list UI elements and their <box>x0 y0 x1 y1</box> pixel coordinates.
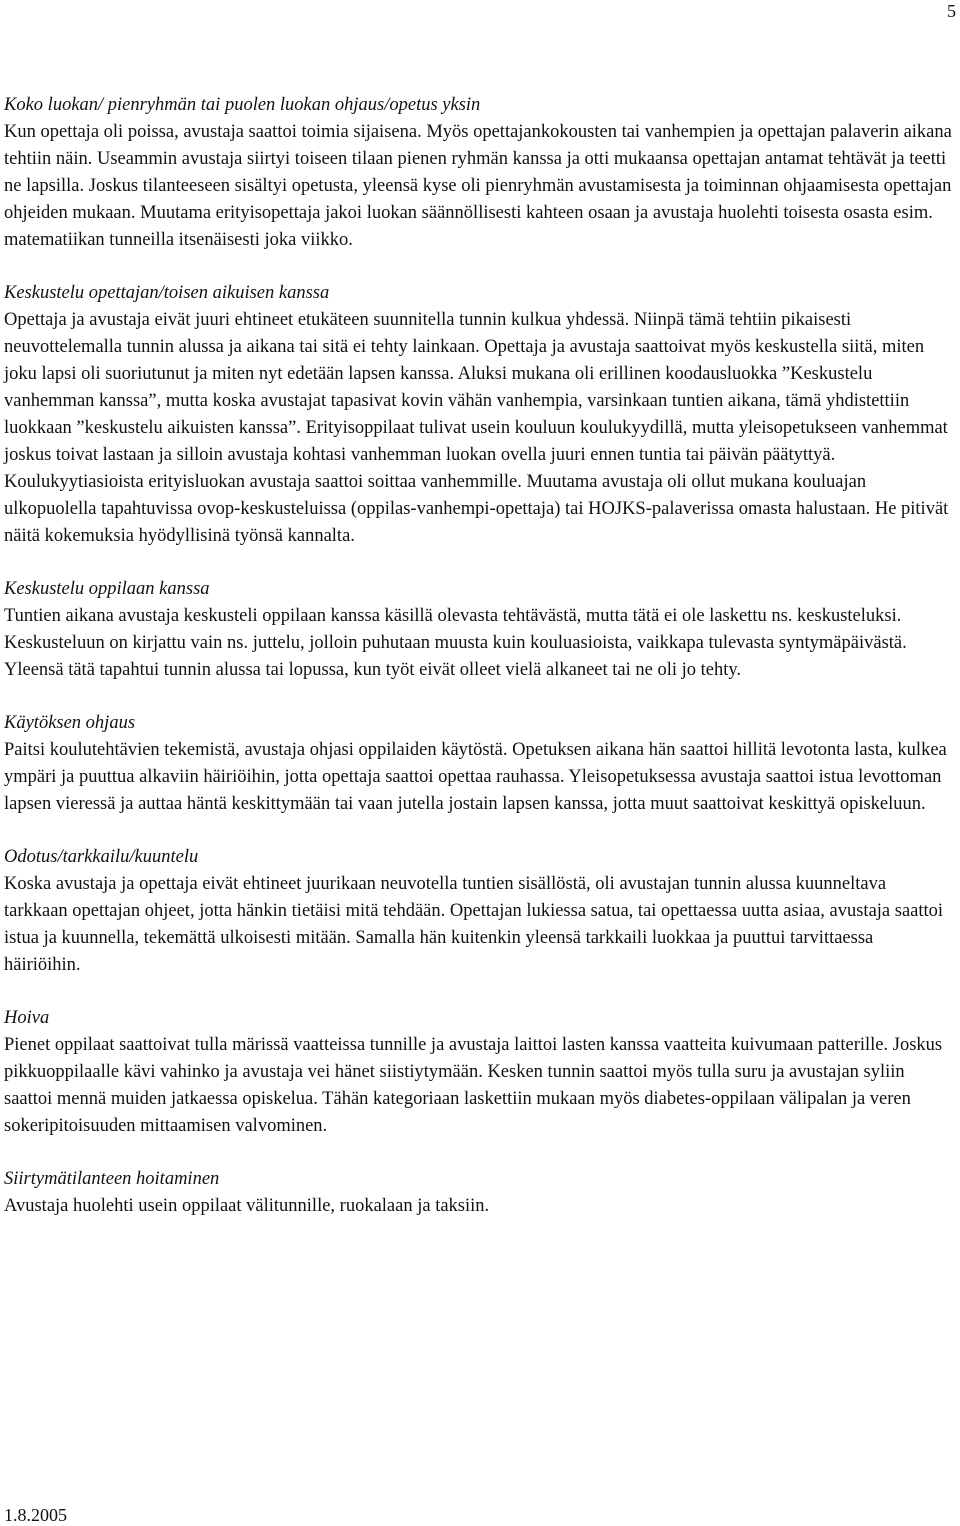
section-paragraph: Koska avustaja ja opettaja eivät ehtineet juurikaan neuvotella tuntien sisällöstä, oli avustajan tunnin alussa kuunneltava tarkkaan opettajan ohjeet, jotta hänkin tietäisi mitä tehdään. Opettajan lukiessa satua, tai opettaessa uutta asiaa, avustaja saattoi istua ja kuunnella, tekemättä ulkoisesti mitään. Samalla hän kuitenkin yleensä tarkkaili luokkaa ja puuttui tarvittaessa häiriöihin. <box>4 874 944 975</box>
section-koko-luokan-ohjaus <box>4 92 954 254</box>
section-heading: Käytöksen ohjaus <box>4 713 136 733</box>
section-heading: Odotus/tarkkailu/kuuntelu <box>4 847 199 867</box>
section-siirtymatilanne <box>4 1166 954 1220</box>
section-heading: Koko luokan/ pienryhmän tai puolen luokan ohjaus/opetus yksin <box>4 95 481 115</box>
section-kaytoksen-ohjaus <box>4 710 954 818</box>
section-paragraph: Kun opettaja oli poissa, avustaja saattoi toimia sijaisena. Myös opettajankokousten tai vanhempien ja opettajan palaverin aikana tehtiin näin. Useammin avustaja siirtyi toiseen tilaan pienen ryhmän kanssa ja otti mukaansa opettajan antamat tehtävät ja teetti ne lapsilla. Joskus tilanteeseen sisältyi opetusta, yleensä kyse oli pienryhmän avustamisesta ja toiminnan ohjaamisesta opettajan ohjeiden mukaan. Muutama erityisopettaja jakoi luokan säännöllisesti kahteen osaan ja avustaja huolehti toisesta osasta esim. matematiikan tunneilla itsenäisesti joka viikko. <box>4 122 952 250</box>
section-paragraph: Tuntien aikana avustaja keskusteli oppilaan kanssa käsillä olevasta tehtävästä, mutta tätä ei ole laskettu ns. keskusteluksi. Keskusteluun on kirjattu vain ns. juttelu, jolloin puhutaan muusta kuin kouluasioista, vaikkapa tulevasta syntymäpäivästä. Yleensä tätä tapahtui tunnin alussa tai lopussa, kun työt eivät olleet vielä alkaneet tai ne oli jo tehty. <box>4 606 907 680</box>
footer-date: 1.8.2005 <box>4 1505 67 1525</box>
section-heading: Keskustelu oppilaan kanssa <box>4 579 210 599</box>
page-number: 5 <box>947 1 956 21</box>
section-heading: Keskustelu opettajan/toisen aikuisen kanssa <box>4 283 330 303</box>
section-keskustelu-aikuisen-kanssa <box>4 280 954 550</box>
section-heading: Hoiva <box>4 1008 50 1028</box>
section-hoiva <box>4 1005 954 1140</box>
section-paragraph: Pienet oppilaat saattoivat tulla märissä vaatteissa tunnille ja avustaja laittoi lasten kanssa vaatteita kuivumaan patterille. Joskus pikkuoppilaalle kävi vahinko ja avustaja vei hänet siistiytymään. Kesken tunnin saattoi myös tulla suru ja avustajan syliin saattoi mennä muiden jatkaessa opiskelua. Tähän kategoriaan laskettiin mukaan myös diabetes-oppilaan välipalan ja veren sokeripitoisuuden mittaamisen valvominen. <box>4 1035 943 1136</box>
section-keskustelu-oppilaan-kanssa <box>4 576 954 684</box>
section-paragraph: Avustaja huolehti usein oppilaat välitunnille, ruokalaan ja taksiin. <box>4 1196 490 1216</box>
section-paragraph: Opettaja ja avustaja eivät juuri ehtineet etukäteen suunnitella tunnin kulkua yhdessä. Niinpä tämä tehtiin pikaisesti neuvottelemalla tunnin alussa ja aikana tai sitä ei tehty lainkaan. Opettaja ja avustaja saattoivat myös keskustella siitä, miten joku lapsi oli suoriutunut ja miten nyt edetään lapsen kanssa. Aluksi mukana oli erillinen koodausluokka ”Keskustelu vanhemman kanssa”, mutta koska avustajat tapasivat kovin vähän vanhempia, varsinkaan tuntien aikana, tämä yhdistettiin luokkaan ”keskustelu aikuisten kanssa”. Erityisoppilaat tulivat usein kouluun koulukyydillä, mutta yleisopetukseen vanhemmat joskus toivat lastaan ja silloin avustaja kohtasi vanhemman luokan ovella juuri ennen tuntia tai päivän päätyttyä. Koulukyytiasioista erityisluokan avustaja saattoi soittaa vanhemmille. Muutama avustaja oli ollut mukana kouluajan ulkopuolella tapahtuvissa ovop-keskusteluissa (oppilas-vanhempi-opettaja) tai HOJKS-palaverissa omasta halustaan. He pitivät näitä kokemuksia hyödyllisinä työnsä kannalta. <box>4 310 949 546</box>
section-paragraph: Paitsi koulutehtävien tekemistä, avustaja ohjasi oppilaiden käytöstä. Opetuksen aikana hän saattoi hillitä levotonta lasta, kulkea ympäri ja puuttua alkaviin häiriöihin, jotta opettaja saattoi opettaa rauhassa. Yleisopetuksessa avustaja saattoi istua levottoman lapsen vieressä ja auttaa häntä keskittymään tai vaan jutella jostain lapsen kanssa, jotta muut saattoivat keskittyä opiskeluun. <box>4 740 947 814</box>
document-body <box>4 92 954 1246</box>
section-heading: Siirtymätilanteen hoitaminen <box>4 1169 220 1189</box>
section-odotus-tarkkailu <box>4 844 954 979</box>
